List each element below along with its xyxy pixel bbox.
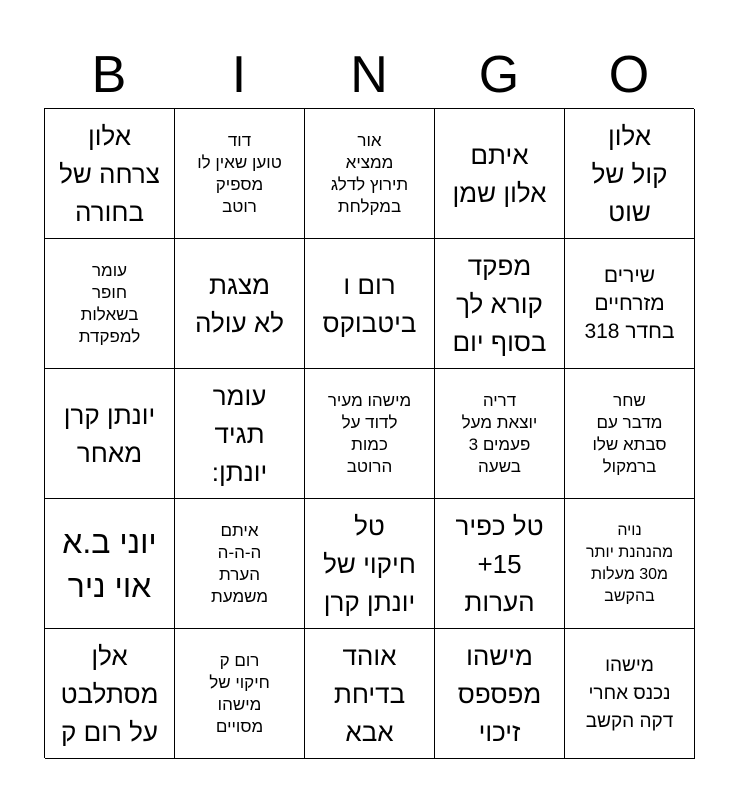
bingo-cell[interactable]: רום ק חיקוי של מישהו מסויים bbox=[175, 629, 305, 759]
bingo-cell[interactable]: מישהו מפספס זיכוי bbox=[435, 629, 565, 759]
bingo-cell[interactable]: שירים מזרחיים בחדר 318 bbox=[565, 239, 695, 369]
bingo-cell[interactable]: אוהד בדיחת אבא bbox=[305, 629, 435, 759]
bingo-cell[interactable]: עומר תגיד יונתן: bbox=[175, 369, 305, 499]
bingo-cell[interactable]: טל כפיר 15+ הערות bbox=[435, 499, 565, 629]
bingo-cell[interactable]: דוד טוען שאין לו מספיק רוטב bbox=[175, 109, 305, 239]
bingo-cell[interactable]: עומר חופר בשאלות למפקדת bbox=[45, 239, 175, 369]
bingo-cell[interactable]: איתם ה-ה-ה הערת משמעת bbox=[175, 499, 305, 629]
header-letter-n: N bbox=[350, 46, 388, 104]
bingo-cell[interactable]: דריה יוצאת מעל פעמים 3 בשעה bbox=[435, 369, 565, 499]
bingo-cell[interactable]: מישהו נכנס אחרי דקה הקשב bbox=[565, 629, 695, 759]
bingo-cell[interactable]: טל חיקוי של יונתן קרן bbox=[305, 499, 435, 629]
bingo-cell[interactable]: מישהו מעיר לדוד על כמות הרוטב bbox=[305, 369, 435, 499]
bingo-cell[interactable]: יונתן קרן מאחר bbox=[45, 369, 175, 499]
bingo-cell[interactable]: אלון קול של שוט bbox=[565, 109, 695, 239]
bingo-grid bbox=[44, 108, 694, 758]
bingo-cell[interactable]: מצגת לא עולה bbox=[175, 239, 305, 369]
bingo-header bbox=[44, 40, 694, 110]
bingo-cell[interactable]: אלון צרחה של בחורה bbox=[45, 109, 175, 239]
bingo-cell[interactable]: נויה מהנהנת יותר מ30 מעלות בהקשב bbox=[565, 499, 695, 629]
bingo-cell[interactable]: אור ממציא תירוץ לדלג במקלחת bbox=[305, 109, 435, 239]
bingo-cell[interactable]: מפקד קורא לך בסוף יום bbox=[435, 239, 565, 369]
bingo-cell[interactable]: שחר מדבר עם סבתא שלו ברמקול bbox=[565, 369, 695, 499]
bingo-cell[interactable]: יוני ב.א אוי ניר bbox=[45, 499, 175, 629]
header-letter-b: B bbox=[91, 46, 127, 104]
header-letter-i: I bbox=[231, 46, 247, 104]
bingo-cell[interactable]: אלן מסתלבט על רום ק bbox=[45, 629, 175, 759]
bingo-cell[interactable]: רום ו ביטבוקס bbox=[305, 239, 435, 369]
bingo-cell[interactable]: איתם אלון שמן bbox=[435, 109, 565, 239]
header-letter-g: G bbox=[478, 46, 520, 104]
header-letter-o: O bbox=[608, 46, 650, 104]
